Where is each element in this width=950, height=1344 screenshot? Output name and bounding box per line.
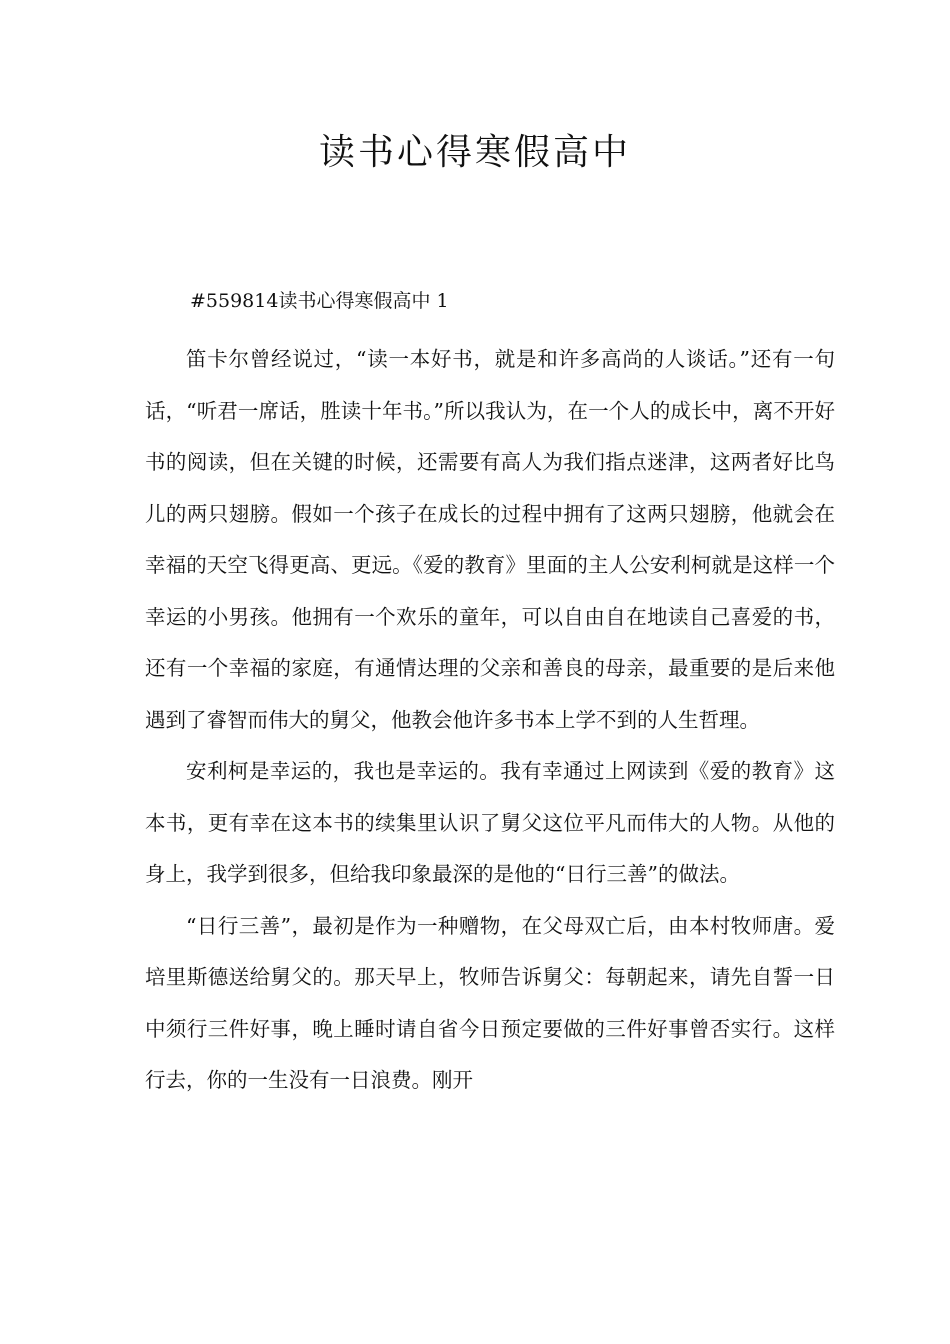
paragraph-3: “日行三善”，最初是作为一种赠物，在父母双亡后，由本村牧师唐。爱培里斯德送给舅父的。那天早上，牧师告诉舅父：每朝起来，请先自誓一日中须行三件好事，晚上睡时请自省今日预定要做的三件好事曾否实行。这样行去，你的一生没有一日浪费。刚开 [145, 913, 835, 1092]
document-title: 读书心得寒假高中 [318, 132, 631, 173]
paragraph-2: 安利柯是幸运的，我也是幸运的。我有幸通过上网读到《爱的教育》这本书，更有幸在这本书的续集里认识了舅父这位平凡而伟大的人物。从他的身上，我学到很多，但给我印象最深的是他的“日行三善”的做法。 [145, 759, 835, 886]
document-id-line: #559814读书心得寒假高中 1 [190, 290, 449, 312]
paragraph-1: 笛卡尔曾经说过，“读一本好书，就是和许多高尚的人谈话。”还有一句话，“听君一席话，胜读十年书。”所以我认为，在一个人的成长中，离不开好书的阅读，但在关键的时候，还需要有高人为我们指点迷津，这两者好比鸟儿的两只翅膀。假如一个孩子在成长的过程中拥有了这两只翅膀，他就会在幸福的天空飞得更高、更远。《爱的教育》里面的主人公安利柯就是这样一个幸运的小男孩。他拥有一个欢乐的童年，可以自由自在地读自己喜爱的书，还有一个幸福的家庭，有通情达理的父亲和善良的母亲，最重要的是后来他遇到了睿智而伟大的舅父，他教会他许多书本上学不到的人生哲理。 [145, 347, 835, 732]
document-body [145, 334, 835, 1107]
